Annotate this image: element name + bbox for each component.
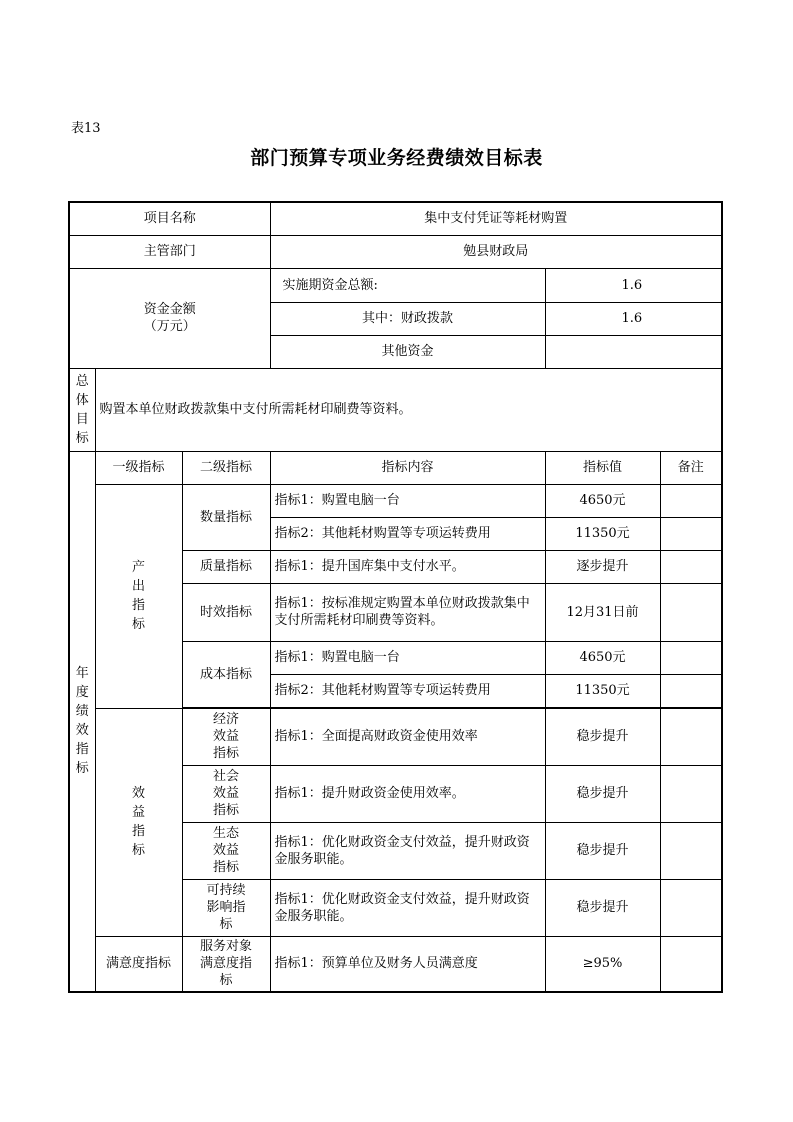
row-overall-goal xyxy=(69,368,722,451)
social-content: 指标1：提升财政资金使用效率。 xyxy=(270,765,545,822)
funds-other-label: 其他资金 xyxy=(270,335,545,368)
social-indicator-label: 社会效益指标 xyxy=(182,765,270,822)
timeliness-row1-note xyxy=(660,583,722,641)
overall-goal-text: 购置本单位财政拨款集中支付所需耗材印刷费等资料。 xyxy=(95,368,722,451)
quality-row1-content: 指标1：提升国库集中支付水平。 xyxy=(270,550,545,583)
row-department xyxy=(69,235,722,268)
overall-goal-label: 总体目标 xyxy=(69,368,95,451)
ecological-indicator-label: 生态效益指标 xyxy=(182,822,270,879)
satisfaction-note xyxy=(660,936,722,992)
quality-row1-value: 逐步提升 xyxy=(545,550,660,583)
funds-finance-value: 1.6 xyxy=(545,302,722,335)
economic-note xyxy=(660,708,722,765)
performance-table xyxy=(68,201,723,993)
header-content: 指标内容 xyxy=(270,451,545,484)
project-name-value: 集中支付凭证等耗材购置 xyxy=(270,202,722,235)
header-value: 指标值 xyxy=(545,451,660,484)
project-name-label: 项目名称 xyxy=(69,202,270,235)
timeliness-indicator-label: 时效指标 xyxy=(182,583,270,641)
output-indicators-label: 产出指标 xyxy=(95,484,182,708)
funds-unit: （万元） xyxy=(143,319,196,334)
sustainable-value: 稳步提升 xyxy=(545,879,660,936)
annual-indicators-label: 年度绩效指标 xyxy=(69,451,95,992)
quantity-row1-content: 指标1：购置电脑一台 xyxy=(270,484,545,517)
funds-other-value xyxy=(545,335,722,368)
cost-row1-content: 指标1：购置电脑一台 xyxy=(270,641,545,674)
ecological-content: 指标1：优化财政资金支付效益，提升财政资金服务职能。 xyxy=(270,822,545,879)
table-row xyxy=(69,708,722,765)
quality-indicator-label: 质量指标 xyxy=(182,550,270,583)
social-note xyxy=(660,765,722,822)
department-value: 勉县财政局 xyxy=(270,235,722,268)
quantity-row2-note xyxy=(660,517,722,550)
funds-label-cell xyxy=(69,268,270,368)
service-satisfaction-label: 服务对象满意度指标 xyxy=(182,936,270,992)
quality-row1-note xyxy=(660,550,722,583)
sustainable-indicator-label: 可持续影响指标 xyxy=(182,879,270,936)
header-note: 备注 xyxy=(660,451,722,484)
ecological-note xyxy=(660,822,722,879)
row-funds-total xyxy=(69,268,722,302)
header-level1: 一级指标 xyxy=(95,451,182,484)
header-level2: 二级指标 xyxy=(182,451,270,484)
economic-indicator-label: 经济效益指标 xyxy=(182,708,270,765)
satisfaction-content: 指标1：预算单位及财务人员满意度 xyxy=(270,936,545,992)
economic-value: 稳步提升 xyxy=(545,708,660,765)
row-indicator-headers xyxy=(69,451,722,484)
table-row xyxy=(69,484,722,517)
department-label: 主管部门 xyxy=(69,235,270,268)
satisfaction-value: ≥95% xyxy=(545,936,660,992)
table-row xyxy=(69,936,722,992)
cost-row2-note xyxy=(660,674,722,707)
table-number: 表13 xyxy=(71,121,101,136)
social-value: 稳步提升 xyxy=(545,765,660,822)
cost-row2-value: 11350元 xyxy=(545,674,660,707)
quantity-indicator-label: 数量指标 xyxy=(182,484,270,550)
ecological-value: 稳步提升 xyxy=(545,822,660,879)
timeliness-row1-value: 12月31日前 xyxy=(545,583,660,641)
cost-row1-value: 4650元 xyxy=(545,641,660,674)
benefit-indicators-label: 效益指标 xyxy=(95,708,182,936)
quantity-row2-content: 指标2：其他耗材购置等专项运转费用 xyxy=(270,517,545,550)
economic-content: 指标1：全面提高财政资金使用效率 xyxy=(270,708,545,765)
funds-total-label: 实施期资金总额: xyxy=(270,268,545,302)
cost-row2-content: 指标2：其他耗材购置等专项运转费用 xyxy=(270,674,545,707)
cost-row1-note xyxy=(660,641,722,674)
quantity-row1-note xyxy=(660,484,722,517)
timeliness-row1-content: 指标1：按标准规定购置本单位财政拨款集中支付所需耗材印刷费等资料。 xyxy=(270,583,545,641)
row-project-name xyxy=(69,202,722,235)
sustainable-content: 指标1：优化财政资金支付效益，提升财政资金服务职能。 xyxy=(270,879,545,936)
quantity-row1-value: 4650元 xyxy=(545,484,660,517)
page-title: 部门预算专项业务经费绩效目标表 xyxy=(250,147,543,169)
sustainable-note xyxy=(660,879,722,936)
funds-label: 资金金额 xyxy=(143,302,196,317)
quantity-row2-value: 11350元 xyxy=(545,517,660,550)
funds-total-value: 1.6 xyxy=(545,268,722,302)
funds-finance-label: 其中：财政拨款 xyxy=(270,302,545,335)
satisfaction-indicator-label: 满意度指标 xyxy=(95,936,182,992)
cost-indicator-label: 成本指标 xyxy=(182,641,270,707)
